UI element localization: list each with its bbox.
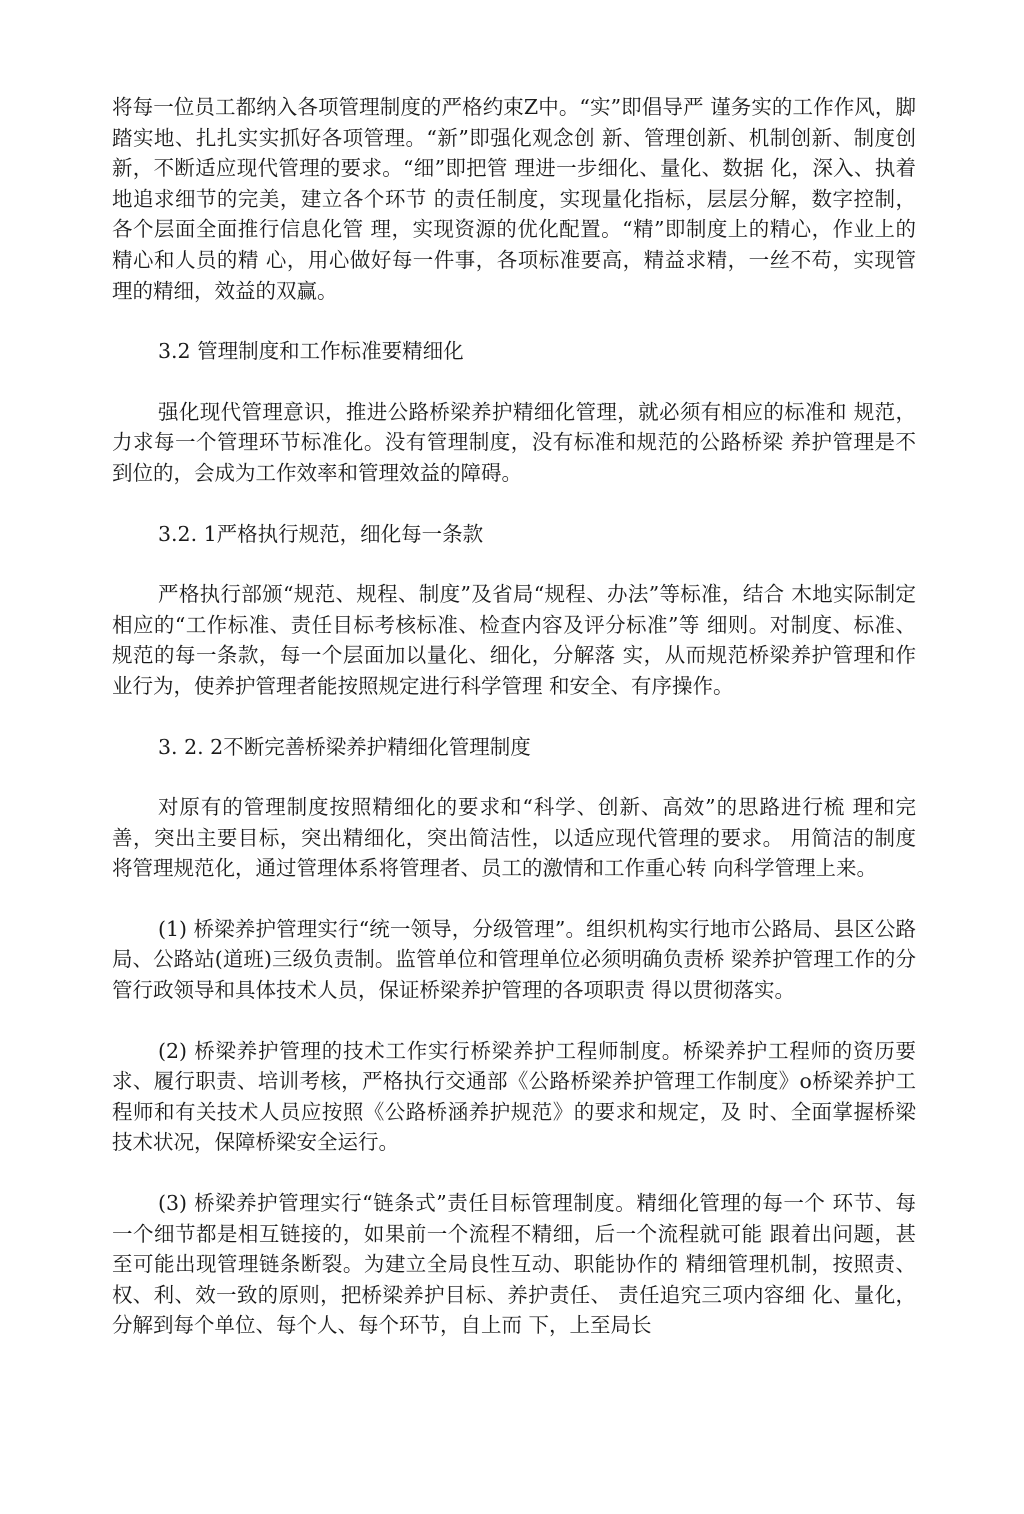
paragraph-gap	[112, 884, 916, 914]
paragraph-gap	[112, 367, 916, 397]
paragraph-gap	[112, 489, 916, 519]
paragraph-gap	[112, 762, 916, 792]
document-page	[112, 92, 916, 1341]
list-item-2: (2) 桥梁养护管理的技术工作实行桥梁养护工程师制度。桥梁养护工程师的资历要求、履行职责、培训考核，严格执行交通部《公路桥梁养护管理工作制度》o桥梁养护工程师和有关技术人员应按照《公路桥涵养护规范》的要求和规定，及 时、全面掌握桥梁技术状况，保障桥梁安全运行。	[112, 1038, 916, 1155]
paragraph-3-2-2-body: 对原有的管理制度按照精细化的要求和“科学、创新、高效”的思路进行梳 理和完善，突出主要目标，突出精细化，突出简洁性，以适应现代管理的要求。 用简洁的制度将管理规范化，通过管理体系将管理者、员工的激情和工作重心转 向科学管理上来。	[112, 795, 916, 881]
paragraph-3-2-body: 强化现代管理意识，推进公路桥梁养护精细化管理，就必须有相应的标准和 规范，力求每一个管理环节标准化。没有管理制度，没有标准和规范的公路桥梁 养护管理是不到位的，会成为工作效率和管理效益的障碍。	[112, 399, 916, 485]
list-item-1: (1) 桥梁养护管理实行“统一领导，分级管理”。组织机构实行地市公路局、县区公路局、公路站(道班)三级负责制。监管单位和管理单位必须明确负责桥 梁养护管理工作的分管行政领导和具体技术人员，保证桥梁养护管理的各项职责 得以贯彻落实。	[112, 916, 916, 1003]
paragraph-gap	[112, 1158, 916, 1188]
paragraph-gap	[112, 306, 916, 336]
paragraph-gap	[112, 1006, 916, 1036]
paragraph-3-2-1-body: 严格执行部颁“规范、规程、制度”及省局“规程、办法”等标准，结合 木地实际制定相应的“工作标准、责任目标考核标准、检查内容及评分标准”等 细则。对制度、标准、规范的每一条款，每一个层面加以量化、细化，分解落 实，从而规范桥梁养护管理和作业行为，使养护管理者能按照规定进行科学管理 和安全、有序操作。	[112, 582, 916, 698]
section-heading-3-2-1: 3.2. 1严格执行规范，细化每一条款	[158, 521, 484, 546]
paragraph-gap	[112, 702, 916, 732]
list-item-3: (3) 桥梁养护管理实行“链条式”责任目标管理制度。精细化管理的每一个 环节、每一个细节都是相互链接的，如果前一个流程不精细，后一个流程就可能 跟着出问题，甚至可能出现管理链条断裂。为建立全局良性互动、职能协作的 精细管理机制，按照责、权、利、效一致的原则，把桥梁养护目标、养护责任、 责任追究三项内容细 化、量化，分解到每个单位、每个人、每个环节，自上而 下，上至局长	[112, 1191, 916, 1338]
section-heading-3-2-2: 3. 2. 2不断完善桥梁养护精细化管理制度	[158, 734, 531, 759]
section-heading-3-2: 3.2 管理制度和工作标准要精细化	[158, 339, 464, 364]
paragraph-gap	[112, 549, 916, 579]
paragraph-intro: 将每一位员工都纳入各项管理制度的严格约束Z中。“实”即倡导严 谨务实的工作作风，脚 踏实地、扎扎实实抓好各项管理。“新”即强化观念创 新、管理创新、机制创新、制度创新，不断适应现代管理的要求。“细”即把管 理进一步细化、量化、数据 化，深入、执着地追求细节的完美，建立各个环节 的责任制度，实现量化指标，层层分解，数字控制，各个层面全面推行信息化管 理，实现资源的优化配置。“精”即制度上的精心，作业上的精心和人员的精 心，用心做好每一件事，各项标准要高，精益求精，一丝不苟，实现管理的精细，效益的双赢。	[112, 95, 916, 303]
